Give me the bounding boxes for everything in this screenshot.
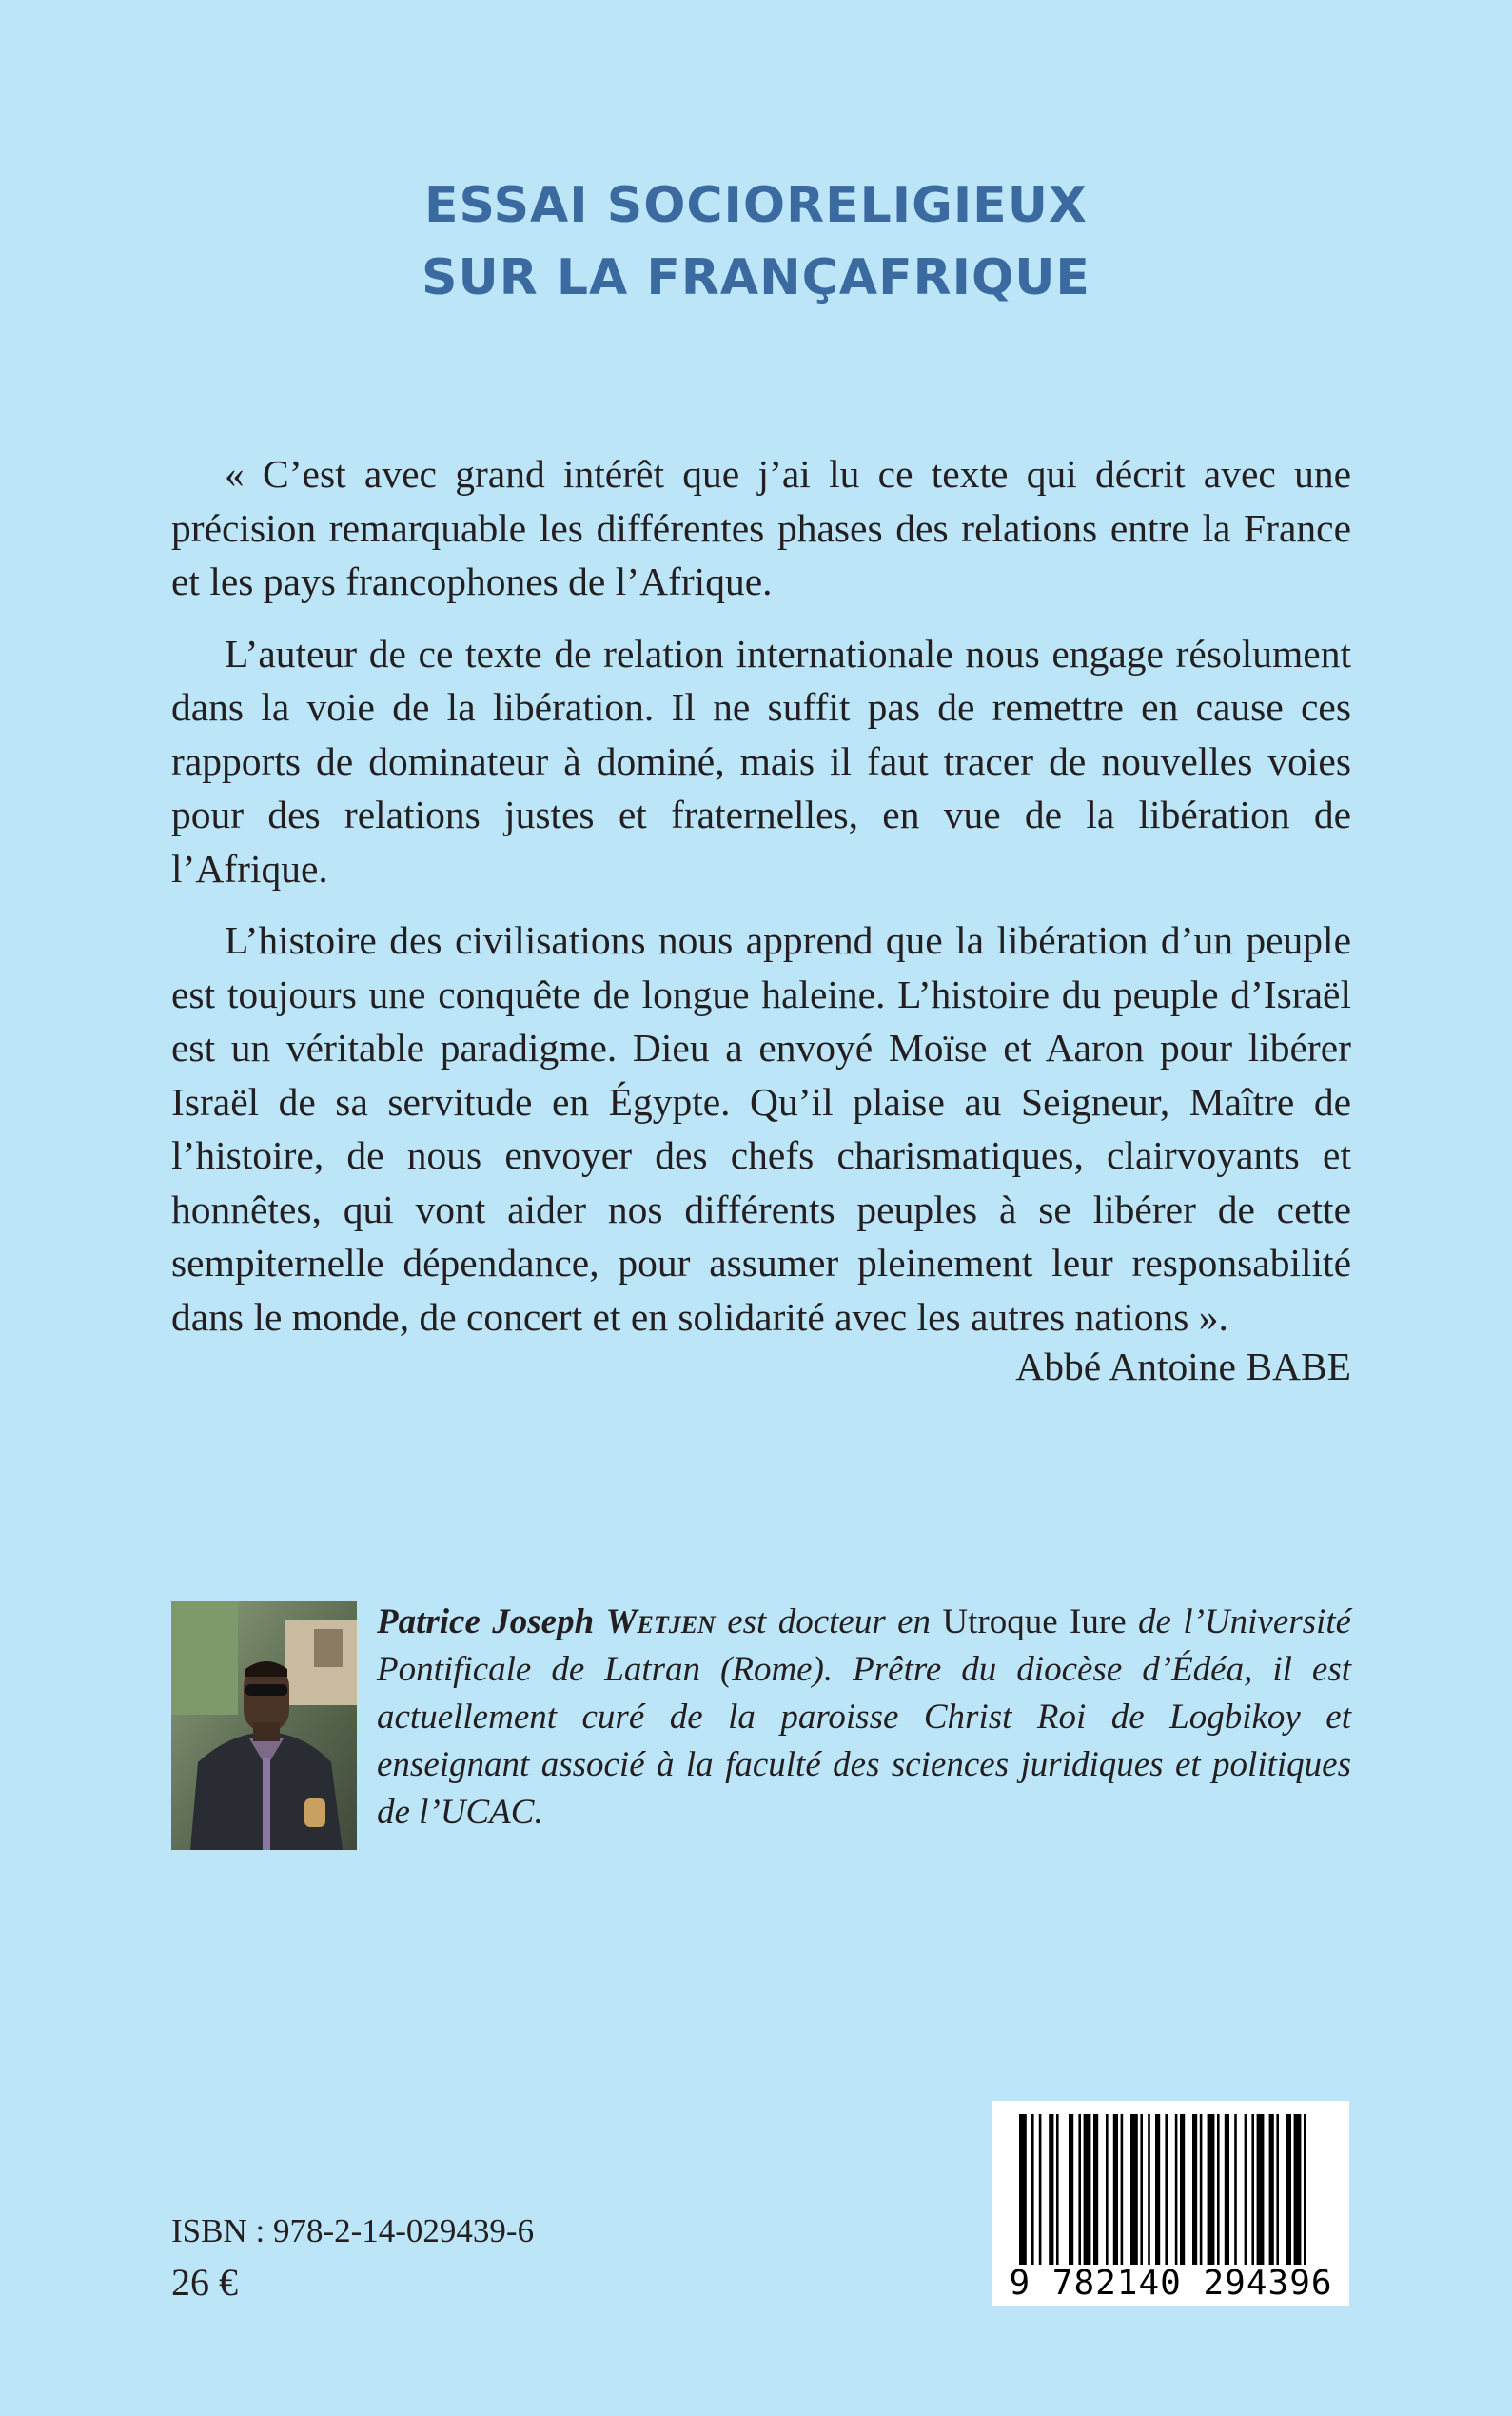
author-first-names: Patrice Joseph xyxy=(377,1602,595,1641)
barcode-bar xyxy=(1175,2114,1178,2265)
bio-text-2: de l’Université Pontificale de Latran (Rome). Prêtre du diocèse d’Édéa, il est actuellement curé de la paroisse Christ Roi de Logbikoy et enseignant associé à la faculté des sciences juridiques et politiques de l’UCAC. xyxy=(377,1602,1352,1832)
barcode-bar xyxy=(1069,2114,1073,2265)
barcode-bar xyxy=(1217,2114,1220,2265)
barcode-bar xyxy=(1234,2114,1237,2265)
bio-text-1: est docteur en xyxy=(727,1602,932,1641)
barcode-bar xyxy=(1200,2114,1203,2265)
barcode-bar xyxy=(1049,2114,1053,2265)
barcode-bar xyxy=(1039,2114,1042,2265)
author-surname: Wetjen xyxy=(605,1602,716,1641)
bio-latin-term: Utroque Iure xyxy=(942,1602,1127,1641)
barcode-bar xyxy=(1251,2114,1254,2265)
book-title xyxy=(0,169,1512,314)
price: 26 € xyxy=(171,2261,238,2304)
author-biography xyxy=(377,1599,1351,1837)
barcode-bar xyxy=(1113,2114,1118,2265)
barcode-bar xyxy=(1245,2114,1247,2265)
barcode-bar xyxy=(1208,2114,1215,2265)
quote-paragraph: L’histoire des civilisations nous apprend que la libération d’un peuple est toujours une conquête de longue haleine. L’histoire du peuple d’Israël est un véritable paradigme. Dieu a envoyé Moïse et Aaron pour libérer Israël de sa servitude en Égypte. Qu’il plaise au Seigneur, Maître de l’histoire, de nous envoyer des chefs charismatiques, clairvoyants et honnêtes, qui vont aider nos différents peuples à se libérer de cette sempiternelle dépendance, pour assumer pleinement leur responsabilité dans le monde, de concert et en solidarité avec les autres nations ». xyxy=(171,918,1351,1339)
barcode-bar xyxy=(1106,2114,1109,2265)
barcode-digits: 9 782140 294396 xyxy=(1009,2264,1333,2303)
isbn: ISBN : 978-2-14-029439-6 xyxy=(171,2212,535,2249)
endorsement-quote xyxy=(171,447,1351,1362)
barcode-bar xyxy=(1286,2114,1291,2265)
barcode-bar xyxy=(1019,2114,1027,2265)
barcode-bar xyxy=(1225,2114,1229,2265)
barcode-bar xyxy=(1294,2114,1302,2265)
barcode-bar xyxy=(1148,2114,1150,2265)
quote-paragraph: « C’est avec grand intérêt que j’ai lu ce texte qui décrit avec une précision remarquable les différentes phases des relations entre la France et les pays francophones de l’Afrique. xyxy=(171,452,1351,603)
barcode xyxy=(992,2101,1349,2306)
barcode-bar xyxy=(1304,2114,1306,2265)
author-portrait-image xyxy=(171,1601,357,1850)
book-title-line-2: SUR LA FRANÇAFRIQUE xyxy=(422,249,1090,306)
barcode-bar xyxy=(1269,2114,1274,2265)
barcode-bar xyxy=(1180,2114,1185,2265)
barcode-bar xyxy=(1084,2114,1091,2265)
barcode-bar xyxy=(1078,2114,1081,2265)
author-photo xyxy=(171,1601,357,1850)
barcode-bar xyxy=(1257,2114,1265,2265)
quote-signature: Abbé Antoine BABE xyxy=(1015,1345,1351,1388)
barcode-bar xyxy=(1192,2114,1197,2265)
barcode-bar xyxy=(1140,2114,1143,2265)
barcode-bar xyxy=(1165,2114,1168,2265)
barcode-bar xyxy=(1093,2114,1098,2265)
barcode-bar xyxy=(1121,2114,1124,2265)
quote-paragraph: L’auteur de ce texte de relation internationale nous engage résolument dans la voie de la libération. Il ne suffit pas de remettre en cause ces rapports de dominateur à dominé, mais il faut tracer de nouvelles voies pour des relations justes et fraternelles, en vue de la libération de l’Afrique. xyxy=(171,631,1351,891)
barcode-bar xyxy=(1155,2114,1160,2265)
barcode-bar xyxy=(1276,2114,1279,2265)
barcode-bar xyxy=(1056,2114,1059,2265)
barcode-bar xyxy=(1031,2114,1034,2265)
book-title-line-1: ESSAI SOCIORELIGIEUX xyxy=(423,177,1089,234)
barcode-bar xyxy=(1130,2114,1138,2265)
